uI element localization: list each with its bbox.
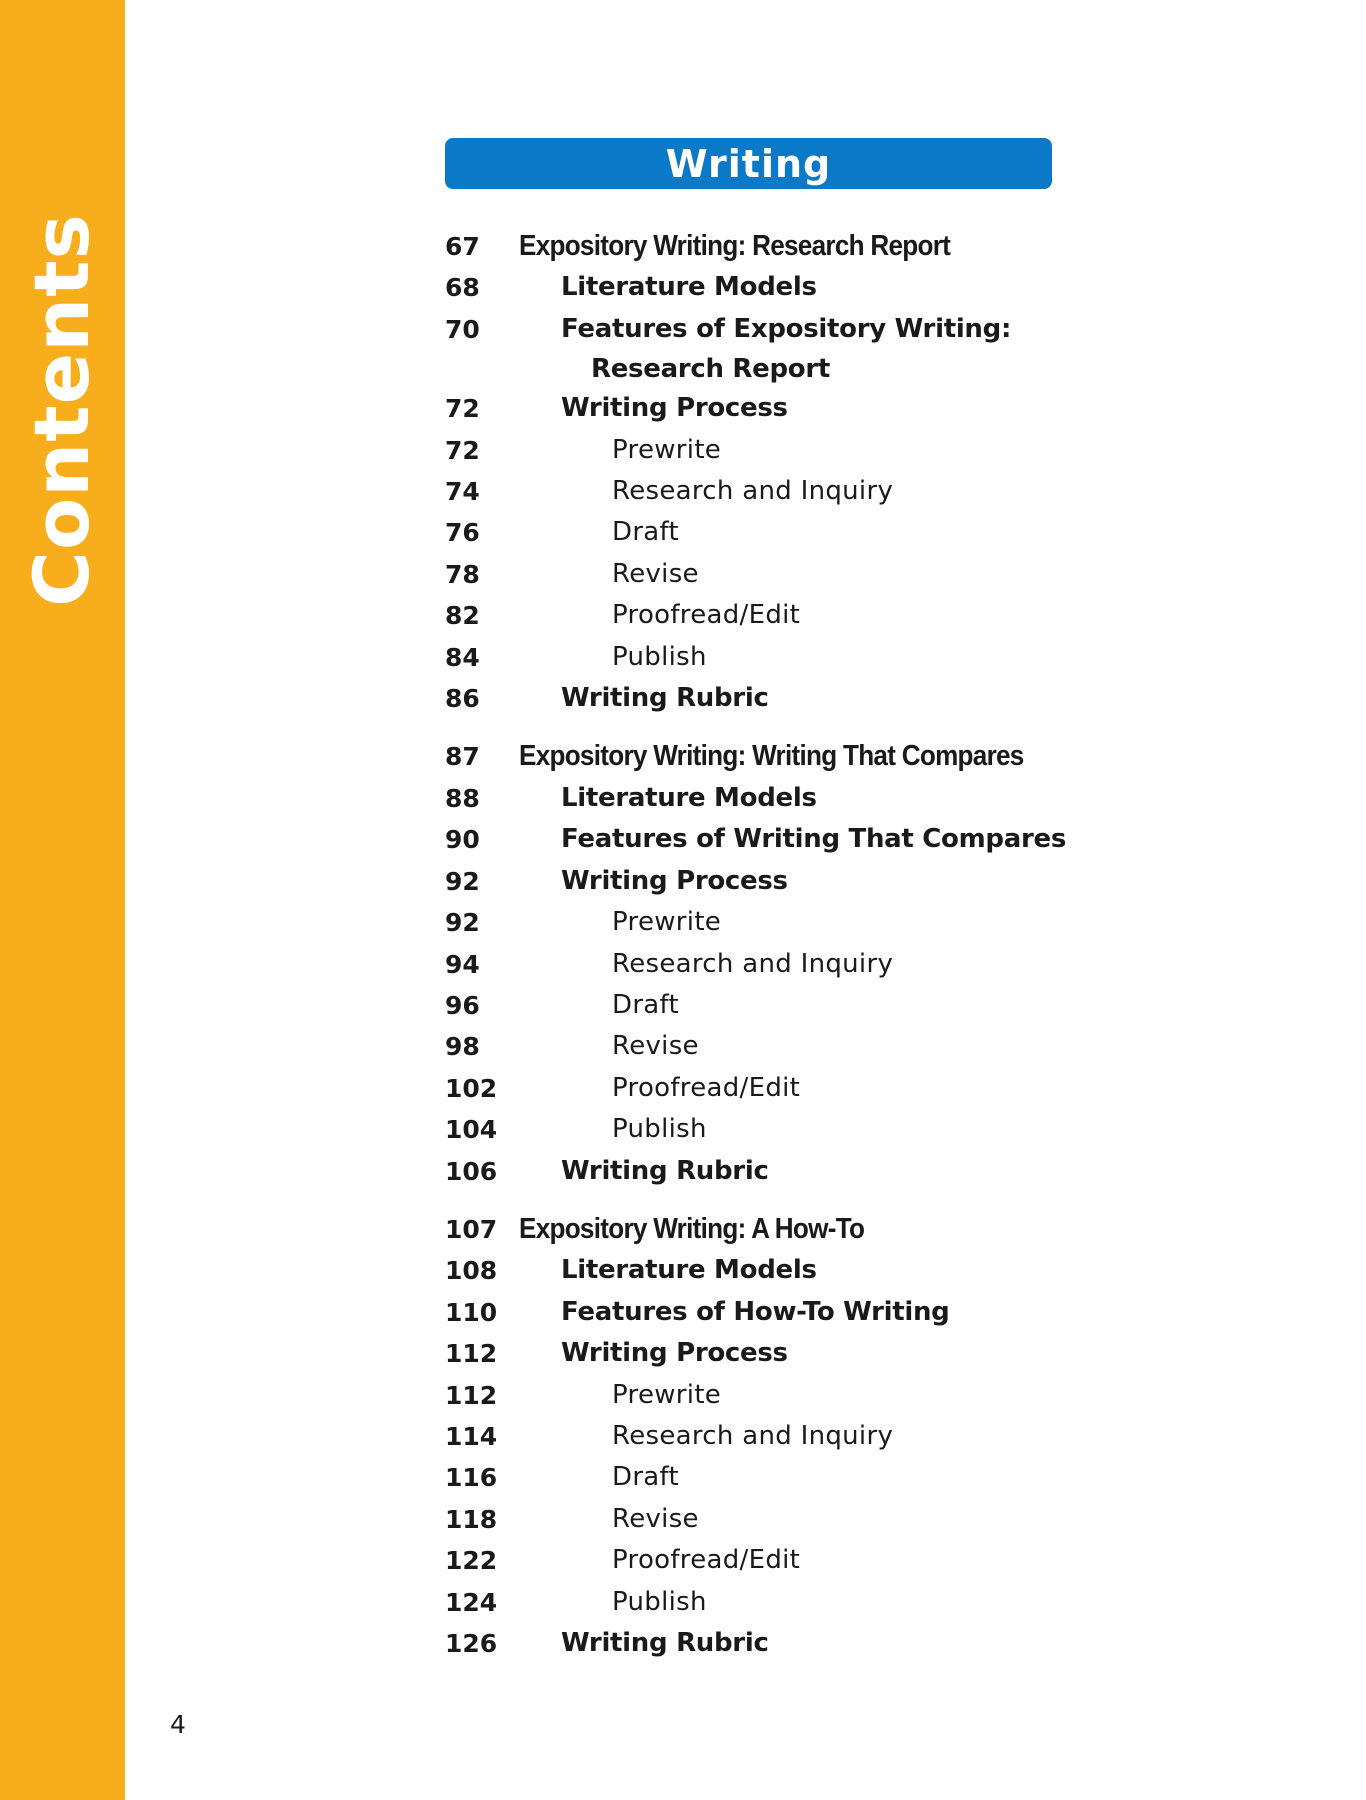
toc-page-number: 122: [445, 1546, 498, 1576]
toc-entry-step[interactable]: [445, 1109, 1145, 1150]
toc-entry-writing-process[interactable]: [445, 388, 1145, 429]
toc-entry-writing-process[interactable]: [445, 1333, 1145, 1374]
toc-entry-title: Literature Models: [561, 782, 817, 813]
toc-entry-title: Expository Writing: A How-To: [519, 1212, 865, 1245]
toc-entry-title: Features of How-To Writing: [561, 1296, 950, 1327]
section-title: Writing: [665, 141, 832, 186]
toc-entry-title: Features of Writing That Compares: [561, 824, 1066, 855]
toc-entry-step[interactable]: [445, 595, 1145, 636]
toc-entry-title: Writing Process: [561, 865, 788, 896]
toc-entry-title: Prewrite: [612, 1379, 722, 1410]
toc-page-number: 107: [445, 1214, 498, 1244]
toc-page-number: 92: [445, 908, 480, 938]
toc-page-number: 98: [445, 1032, 480, 1062]
toc-entry-title: Expository Writing: Research Report: [519, 230, 951, 262]
toc-entry-heading[interactable]: [445, 1209, 1145, 1250]
toc-page-number: 112: [445, 1339, 498, 1369]
toc-page-number: 124: [445, 1587, 498, 1617]
toc-entry-title: Features of Expository Writing:: [561, 313, 1012, 344]
toc-entry-title: Writing Rubric: [561, 1628, 769, 1658]
toc-entry-step[interactable]: [445, 1416, 1145, 1457]
toc-entry-step[interactable]: [445, 944, 1145, 985]
toc-entry-title: Research and Inquiry: [612, 476, 894, 507]
toc-page-number: 84: [445, 642, 480, 672]
toc-entry-title: Proofread/Edit: [612, 1545, 801, 1576]
toc-page-number: 118: [445, 1504, 498, 1534]
toc-entry-step[interactable]: [445, 1375, 1145, 1416]
toc-entry-title: Draft: [612, 1462, 680, 1493]
toc-page-number: 96: [445, 990, 480, 1020]
toc-entry-features[interactable]: [445, 309, 1145, 388]
toc-page-number: 126: [445, 1629, 498, 1658]
toc-page-number: 108: [445, 1256, 498, 1286]
toc-page-number: 74: [445, 477, 480, 507]
toc-entry-step[interactable]: [445, 1026, 1145, 1067]
toc-entry-step[interactable]: [445, 471, 1145, 512]
toc-entry-writing-rubric[interactable]: [445, 1151, 1145, 1192]
toc-entry-features[interactable]: [445, 1292, 1145, 1333]
toc-entry-title: Draft: [612, 517, 680, 548]
toc-entry-step[interactable]: [445, 1457, 1145, 1498]
toc-entry-title: Publish: [612, 641, 707, 672]
toc-entry-step[interactable]: [445, 1068, 1145, 1109]
toc-entry-title: Literature Models: [561, 1255, 817, 1286]
toc-page-number: 72: [445, 394, 480, 424]
toc-entry-step[interactable]: [445, 430, 1145, 471]
toc-entry-literature-models[interactable]: [445, 1250, 1145, 1291]
toc-page-number: 90: [445, 825, 480, 855]
toc-entry-title: Publish: [612, 1114, 707, 1145]
toc-entry-writing-rubric[interactable]: [445, 1623, 1145, 1664]
toc-entry-title: Writing Rubric: [561, 683, 769, 714]
toc-entry-title: Writing Process: [561, 393, 788, 424]
toc-page-number: 82: [445, 601, 480, 631]
toc-entry-writing-rubric[interactable]: [445, 678, 1145, 719]
toc-entry-step[interactable]: [445, 554, 1145, 595]
toc-entry-step[interactable]: [445, 1582, 1145, 1623]
toc-page-number: 102: [445, 1073, 498, 1103]
toc-entry-heading[interactable]: [445, 736, 1145, 777]
toc-entry-title: Publish: [612, 1586, 707, 1617]
toc-page-number: 88: [445, 783, 480, 813]
toc-entry-title: Research and Inquiry: [612, 948, 894, 979]
toc-entry-literature-models[interactable]: [445, 778, 1145, 819]
table-of-contents: [445, 226, 1145, 1664]
toc-entry-heading[interactable]: [445, 226, 1145, 267]
toc-page-number: 72: [445, 435, 480, 465]
toc-page-number: 112: [445, 1380, 498, 1410]
toc-entry-title-continuation: Research Report: [591, 354, 830, 385]
toc-page-number: 87: [445, 742, 480, 772]
toc-page-number: 78: [445, 559, 480, 589]
toc-entry-title: Draft: [612, 989, 680, 1020]
toc-entry-title: Literature Models: [561, 272, 817, 303]
toc-page-number: 106: [445, 1156, 498, 1186]
toc-entry-title: Research and Inquiry: [612, 1420, 894, 1451]
toc-entry-step[interactable]: [445, 985, 1145, 1026]
toc-page-number: 68: [445, 273, 480, 303]
section-header-bar: [445, 138, 1052, 189]
toc-entry-title: Revise: [612, 558, 699, 589]
toc-entry-title: Prewrite: [612, 434, 722, 465]
toc-entry-literature-models[interactable]: [445, 267, 1145, 308]
toc-page-number: 116: [445, 1463, 498, 1493]
toc-page-number: 70: [445, 314, 480, 344]
contents-sidebar-band: [0, 0, 125, 1800]
toc-entry-title: Expository Writing: Writing That Compares: [519, 740, 1024, 773]
toc-entry-writing-process[interactable]: [445, 861, 1145, 902]
toc-page-number: 76: [445, 518, 480, 548]
toc-entry-features[interactable]: [445, 819, 1145, 860]
toc-page-number: 104: [445, 1115, 498, 1145]
toc-entry-title: Proofread/Edit: [612, 600, 801, 631]
contents-sidebar-title: Contents: [17, 213, 106, 607]
toc-entry-title: Revise: [612, 1031, 699, 1062]
toc-page-number: 67: [445, 232, 480, 261]
toc-entry-step[interactable]: [445, 512, 1145, 553]
toc-entry-title: Proofread/Edit: [612, 1072, 801, 1103]
toc-page-number: 92: [445, 866, 480, 896]
toc-entry-title: Writing Process: [561, 1338, 788, 1369]
toc-page-number: 94: [445, 949, 480, 979]
toc-entry-step[interactable]: [445, 1540, 1145, 1581]
toc-page-number: 114: [445, 1421, 498, 1451]
toc-entry-step[interactable]: [445, 1499, 1145, 1540]
toc-entry-step[interactable]: [445, 637, 1145, 678]
toc-page-number: 110: [445, 1297, 498, 1327]
page-number: 4: [170, 1710, 186, 1739]
toc-entry-title: Prewrite: [612, 907, 722, 938]
toc-page-number: 86: [445, 684, 480, 714]
toc-entry-title: Revise: [612, 1503, 699, 1534]
toc-entry-step[interactable]: [445, 902, 1145, 943]
toc-entry-title: Writing Rubric: [561, 1155, 769, 1186]
